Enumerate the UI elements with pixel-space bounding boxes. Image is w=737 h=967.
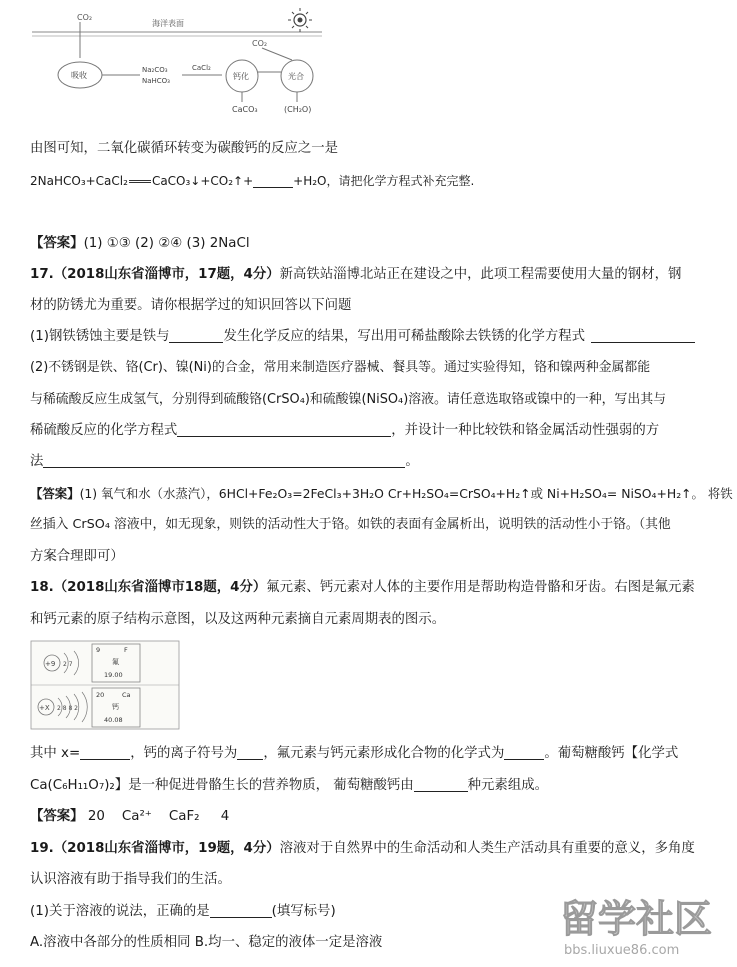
nahco3-label: NaHCO₃ <box>142 77 170 85</box>
q17-answer-l2: 丝插入 CrSO₄ 溶液中，如无现象，则铁的活动性大于铬。如铁的表面有金属析出，说明铁的活动性小于铬。（其他 <box>30 517 671 532</box>
eq-part3: +H₂O，请把化学方程式补充完整. <box>293 174 475 188</box>
q17-line1-rest: 新高铁站淄博北站正在建设之中，此项工程需要使用大量的钢材，钢 <box>279 267 682 282</box>
caco3-label: CaCO₃ <box>232 105 258 114</box>
q18-q-l1b: ，钙的离子符号为 <box>130 746 238 761</box>
q18-line1 <box>30 578 695 598</box>
q17-source: （2018山东省淄博市，17题，4分） <box>53 267 280 282</box>
ca-nucleus-label: +X <box>39 704 50 712</box>
eq-blank[interactable] <box>253 173 293 188</box>
q16-equation-line <box>30 171 474 191</box>
q18-line2: 和钙元素的原子结构示意图，以及这两种元素摘自元素周期表的图示。 <box>30 612 446 627</box>
q18-blank-x[interactable] <box>80 745 130 760</box>
ca-name: 钙 <box>112 703 119 711</box>
q19-options: A.溶液中各部分的性质相同 B.均一、稳定的液体一定是溶液 <box>30 935 383 950</box>
carbon-cycle-figure <box>22 0 402 130</box>
q18-question-l1 <box>30 744 678 764</box>
q19-p1a: (1)关于溶液的说法，正确的是 <box>30 904 210 919</box>
q18-blank-ion[interactable] <box>237 745 263 760</box>
absorb-label: 吸收 <box>71 71 87 80</box>
q17-part2-l3 <box>30 421 659 441</box>
q17-number: 17. <box>30 267 54 282</box>
eq-sign <box>129 174 151 183</box>
q18-number: 18. <box>30 580 54 595</box>
na2co3-label: Na₂CO₃ <box>142 66 168 74</box>
q19-source: （2018山东省淄博市，19题，4分） <box>53 841 280 856</box>
co2-right-label: CO₂ <box>252 39 268 48</box>
f-name: 氟 <box>112 658 119 666</box>
q19-line2: 认识溶液有助于指导我们的生活。 <box>30 872 231 887</box>
q19-part1 <box>30 902 336 922</box>
q17-p1-b: 发生化学反应的结果，写出用可稀盐酸除去铁锈的化学方程式 <box>223 329 586 344</box>
f-nucleus-label: +9 <box>45 660 56 668</box>
q19-line1-rest: 溶液对于自然界中的生命活动和人类生产活动具有重要的意义，多角度 <box>279 841 695 856</box>
photo-label: 光合 <box>288 72 304 81</box>
q18-blank-elements[interactable] <box>414 777 468 792</box>
q17-p2-l4b: 。 <box>405 454 419 469</box>
q17-blank-2[interactable] <box>591 328 695 343</box>
q18-answer <box>30 807 229 827</box>
ca-mass: 40.08 <box>104 716 123 724</box>
q17-blank-1[interactable] <box>169 328 223 343</box>
q18-line1-rest: 氟元素、钙元素对人体的主要作用是帮助构造骨骼和牙齿。右图是氟元素 <box>266 580 695 595</box>
q16-answer <box>30 234 250 254</box>
eq-part2: CaCO₃↓+CO₂↑+ <box>151 174 254 188</box>
q17-blank-4[interactable] <box>43 453 405 468</box>
q18-question-l2 <box>30 776 548 796</box>
q18-q-l1c: ，氟元素与钙元素形成化合物的化学式为 <box>263 746 505 761</box>
q18-blank-formula[interactable] <box>504 745 544 760</box>
q17-answer-l3: 方案合理即可） <box>30 549 124 564</box>
answer-label: 【答案】 <box>30 809 84 824</box>
calcify-label: 钙化 <box>233 72 249 81</box>
q17-blank-3[interactable] <box>177 422 391 437</box>
q17-line1 <box>30 265 681 285</box>
watermark-url: bbs.liuxue86.com <box>564 943 680 958</box>
f-mass: 19.00 <box>104 671 123 679</box>
q17-line2: 材的防锈尤为重要。请你根据学过的知识回答以下问题 <box>30 298 352 313</box>
q18-answer-text: 20 Ca²⁺ CaF₂ 4 <box>83 809 230 824</box>
watermark-logo <box>552 886 727 966</box>
ca-number: 20 <box>96 691 105 699</box>
co2-left-label: CO₂ <box>77 13 93 22</box>
periodic-table-figure <box>30 640 180 730</box>
watermark-text: 留学社区 <box>560 897 713 941</box>
sea-surface-label: 海洋表面 <box>152 19 184 28</box>
answer-label: 【答案】 <box>30 486 80 501</box>
q18-q-l1a: 其中 x= <box>30 746 81 761</box>
q17-answer-l1 <box>30 484 733 504</box>
ca-shells-label: 2 8 8 2 <box>57 705 78 712</box>
q17-p2-l3b: ，并设计一种比较铁和铬金属活动性强弱的方 <box>391 423 660 438</box>
answer-text: (1) ①③ (2) ②④ (3) 2NaCl <box>83 236 250 251</box>
q16-text-line: 由图可知，二氧化碳循环转变为碳酸钙的反应之一是 <box>30 141 338 156</box>
q17-part1 <box>30 327 695 347</box>
answer-label: 【答案】 <box>30 236 84 251</box>
q19-line1 <box>30 839 695 859</box>
q19-number: 19. <box>30 841 54 856</box>
ca-symbol: Ca <box>122 691 131 699</box>
f-symbol: F <box>124 646 128 654</box>
q19-p1b: (填写标号) <box>271 904 336 919</box>
q18-q-l1d: 。葡萄糖酸钙【化学式 <box>544 746 679 761</box>
f-number: 9 <box>96 646 101 654</box>
q19-blank-1[interactable] <box>210 903 272 918</box>
q17-p2-l4a: 法 <box>30 454 44 469</box>
sun-icon <box>288 8 312 32</box>
q17-part2-l4 <box>30 452 419 472</box>
cacl2-label: CaCl₂ <box>192 64 211 72</box>
q18-source: （2018山东省淄博市18题，4分） <box>53 580 267 595</box>
q17-ans-l1: (1) 氧气和水（水蒸汽），6HCl+Fe₂O₃=2FeCl₃+3H₂O Cr+H₂SO₄=CrSO₄+H₂↑或 Ni+H₂SO₄= NiSO₄+H₂↑。 将铁 <box>79 486 733 501</box>
q17-p2-l3a: 稀硫酸反应的化学方程式 <box>30 423 178 438</box>
q17-p1-a: (1)钢铁锈蚀主要是铁与 <box>30 329 170 344</box>
q17-part2-l2: 与稀硫酸反应生成氢气，分别得到硫酸铬(CrSO₄)和硫酸镍(NiSO₄)溶液。请任意选取铬或镍中的一种，写出其与 <box>30 392 667 407</box>
q17-part2-l1: (2)不锈钢是铁、铬(Cr)、镍(Ni)的合金，常用来制造医疗器械、餐具等。通过实验得知，铬和镍两种金属都能 <box>30 360 651 375</box>
ch2o-label: (CH₂O) <box>284 105 312 114</box>
f-shells-label: 2 7 <box>63 661 73 668</box>
q18-q-l2a: Ca(C₆H₁₁O₇)₂】是一种促进骨骼生长的营养物质， 葡萄糖酸钙由 <box>30 778 414 793</box>
q18-q-l2b: 种元素组成。 <box>467 778 548 793</box>
eq-part1: 2NaHCO₃+CaCl₂ <box>30 174 128 188</box>
